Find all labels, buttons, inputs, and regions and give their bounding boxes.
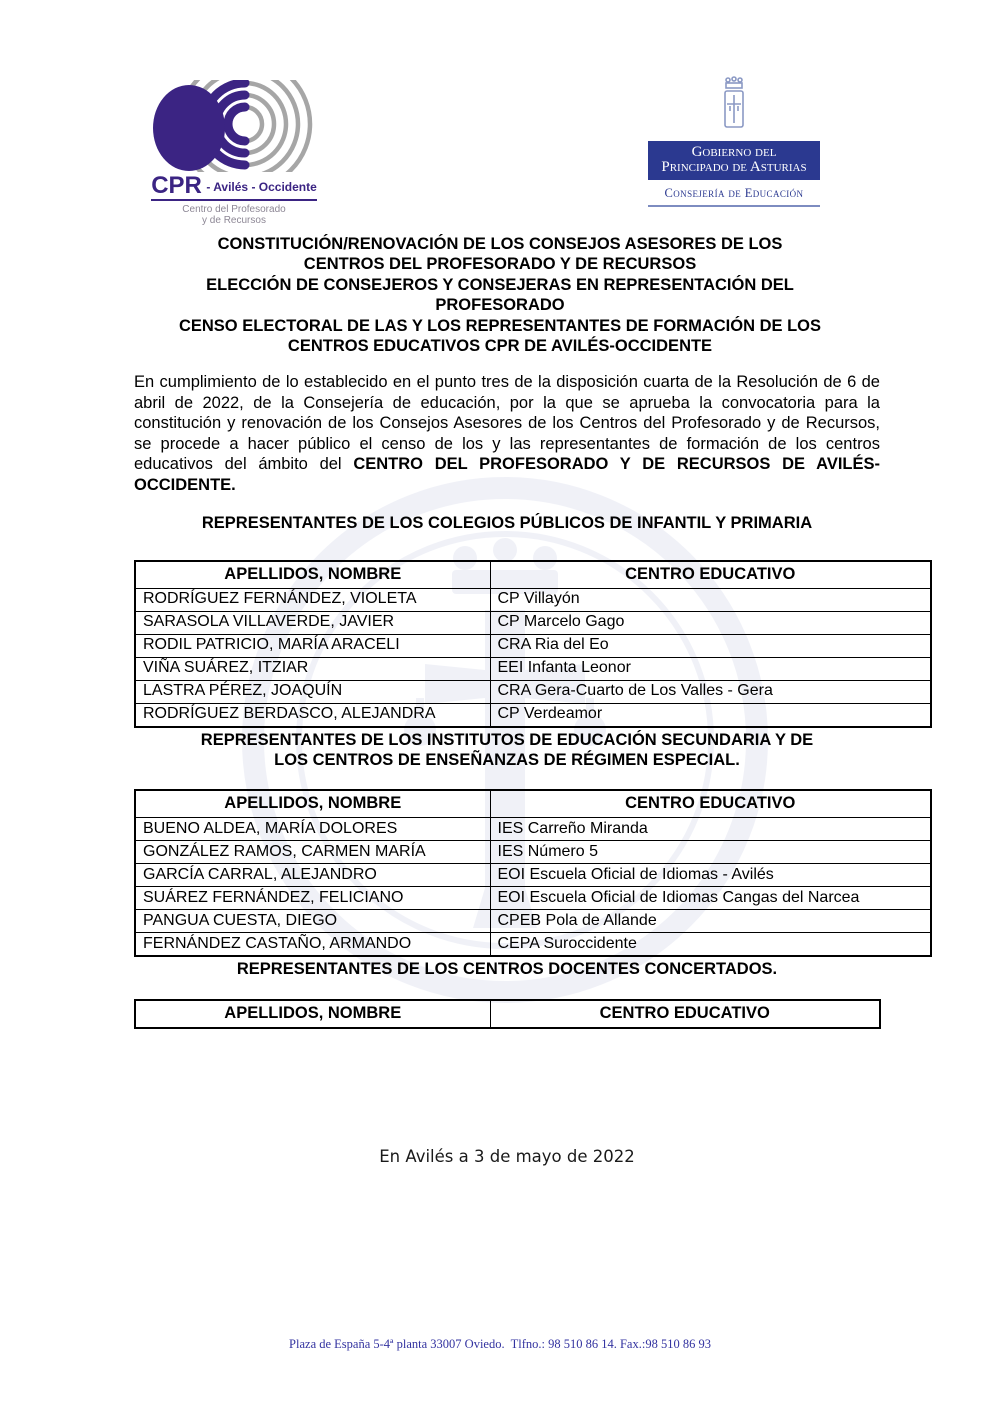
cell-centro-educativo: CRA Gera-Cuarto de Los Valles - Gera — [490, 680, 931, 703]
cell-centro-educativo: EOI Escuela Oficial de Idiomas - Avilés — [490, 864, 931, 887]
section-heading — [134, 731, 880, 770]
table-header-row — [135, 1000, 880, 1028]
cpr-wordmark — [151, 174, 317, 201]
census-table — [134, 789, 932, 957]
cell-apellidos-nombre: PANGUA CUESTA, DIEGO — [135, 910, 490, 933]
table-row — [135, 818, 931, 841]
table-row — [135, 910, 931, 933]
column-header: CENTRO EDUCATIVO — [490, 561, 931, 589]
section-heading — [134, 514, 880, 534]
cell-apellidos-nombre: GARCÍA CARRAL, ALEJANDRO — [135, 864, 490, 887]
cpr-logo — [140, 80, 328, 226]
section-heading — [134, 960, 880, 980]
census-table — [134, 999, 881, 1029]
cell-centro-educativo: CP Villayón — [490, 588, 931, 611]
cell-centro-educativo: IES Carreño Miranda — [490, 818, 931, 841]
table-row — [135, 680, 931, 703]
table-row — [135, 634, 931, 657]
cpr-acronym: CPR — [151, 172, 202, 199]
section-heading-line: REPRESENTANTES DE LOS INSTITUTOS DE EDUCACIÓN SECUNDARIA Y DE — [200, 731, 814, 749]
cell-centro-educativo: CRA Ria del Eo — [490, 634, 931, 657]
cell-apellidos-nombre: VIÑA SUÁREZ, ITZIAR — [135, 657, 490, 680]
title-line: CONSTITUCIÓN/RENOVACIÓN DE LOS CONSEJOS ASESORES DE LOS — [217, 235, 783, 253]
table-row — [135, 611, 931, 634]
cell-apellidos-nombre: RODIL PATRICIO, MARÍA ARACELI — [135, 634, 490, 657]
gov-logo-rule — [648, 205, 820, 207]
title-line: ELECCIÓN DE CONSEJEROS Y CONSEJERAS EN REPRESENTACIÓN DEL — [206, 275, 794, 294]
section-heading-line: REPRESENTANTES DE LOS COLEGIOS PÚBLICOS DE INFANTIL Y PRIMARIA — [201, 514, 813, 532]
cell-apellidos-nombre: FERNÁNDEZ CASTAÑO, ARMANDO — [135, 933, 490, 957]
cpr-caption — [140, 204, 328, 226]
cell-centro-educativo: CPEB Pola de Allande — [490, 910, 931, 933]
table-header-row — [135, 561, 931, 589]
column-header: APELLIDOS, NOMBRE — [135, 561, 490, 589]
table-row — [135, 933, 931, 957]
gobierno-name-box — [648, 141, 820, 180]
intro-bold-text: CENTRO DEL PROFESORADO Y DE RECURSOS DE AVILÉS- OCCIDENTE. — [134, 455, 880, 494]
table-row — [135, 703, 931, 727]
cpr-caption-line2: y de Recursos — [202, 215, 266, 226]
date-line: En Avilés a 3 de mayo de 2022 — [379, 1147, 635, 1166]
cell-centro-educativo: EOI Escuela Oficial de Idiomas Cangas del Narcea — [490, 887, 931, 910]
section-heading-line: LOS CENTROS DE ENSEÑANZAS DE RÉGIMEN ESPECIAL. — [274, 750, 740, 769]
census-section — [134, 731, 932, 957]
intro-text: En cumplimiento de lo establecido en el punto tres de la disposición cuarta de la Resolución de 6 de abril de 2022, de la Consejería de educación, por la que se aprueba la convocatoria para la constitución y renovación de los Consejos Asesores de los Centros del Profesorado y de Recursos, se procede a hacer público el censo de los y las representantes de formación de los centros educativos del ámbito del — [134, 373, 880, 474]
census-section — [134, 514, 932, 728]
cell-centro-educativo: IES Número 5 — [490, 841, 931, 864]
document-title — [100, 234, 900, 356]
census-section — [134, 960, 932, 1029]
table-row — [135, 887, 931, 910]
table-row — [135, 864, 931, 887]
column-header: APELLIDOS, NOMBRE — [135, 790, 490, 818]
cell-apellidos-nombre: BUENO ALDEA, MARÍA DOLORES — [135, 818, 490, 841]
cell-apellidos-nombre: GONZÁLEZ RAMOS, CARMEN MARÍA — [135, 841, 490, 864]
cpr-suffix: - Avilés - Occidente — [206, 180, 317, 194]
cell-centro-educativo: CP Verdeamor — [490, 703, 931, 727]
title-line: CENSO ELECTORAL DE LAS Y LOS REPRESENTANTES DE FORMACIÓN DE LOS — [178, 316, 822, 335]
table-row — [135, 657, 931, 680]
title-line: PROFESORADO — [435, 296, 565, 315]
cpr-caption-line1: Centro del Profesorado — [182, 204, 286, 215]
consejeria-label: Consejería de Educación — [664, 186, 804, 200]
asturias-crest-icon — [717, 76, 751, 134]
gobierno-line2: Principado de Asturias — [661, 159, 807, 175]
section-heading-line: REPRESENTANTES DE LOS CENTROS DOCENTES CONCERTADOS. — [236, 960, 778, 978]
table-row — [135, 841, 931, 864]
title-line: CENTROS EDUCATIVOS CPR DE AVILÉS-OCCIDENTE — [287, 337, 713, 356]
gobierno-line1: Gobierno del — [691, 144, 777, 160]
cell-apellidos-nombre: LASTRA PÉREZ, JOAQUÍN — [135, 680, 490, 703]
intro-paragraph — [134, 372, 880, 496]
table-row — [135, 588, 931, 611]
cell-apellidos-nombre: SARASOLA VILLAVERDE, JAVIER — [135, 611, 490, 634]
column-header: APELLIDOS, NOMBRE — [135, 1000, 490, 1028]
table-header-row — [135, 790, 931, 818]
cell-apellidos-nombre: RODRÍGUEZ BERDASCO, ALEJANDRA — [135, 703, 490, 727]
cell-centro-educativo: EEI Infanta Leonor — [490, 657, 931, 680]
gobierno-asturias-logo — [648, 76, 820, 207]
column-header: CENTRO EDUCATIVO — [490, 790, 931, 818]
title-line: CENTROS DEL PROFESORADO Y DE RECURSOS — [303, 255, 697, 274]
cell-apellidos-nombre: SUÁREZ FERNÁNDEZ, FELICIANO — [135, 887, 490, 910]
cell-apellidos-nombre: RODRÍGUEZ FERNÁNDEZ, VIOLETA — [135, 588, 490, 611]
cell-centro-educativo: CEPA Suroccidente — [490, 933, 931, 957]
census-table — [134, 560, 932, 728]
footer-address: Plaza de España 5-4ª planta 33007 Oviedo. Tlfno.: 98 510 86 14. Fax.:98 510 86 93 — [289, 1337, 711, 1351]
cell-centro-educativo: CP Marcelo Gago — [490, 611, 931, 634]
column-header: CENTRO EDUCATIVO — [490, 1000, 880, 1028]
cpr-spiral-icon — [145, 80, 323, 172]
